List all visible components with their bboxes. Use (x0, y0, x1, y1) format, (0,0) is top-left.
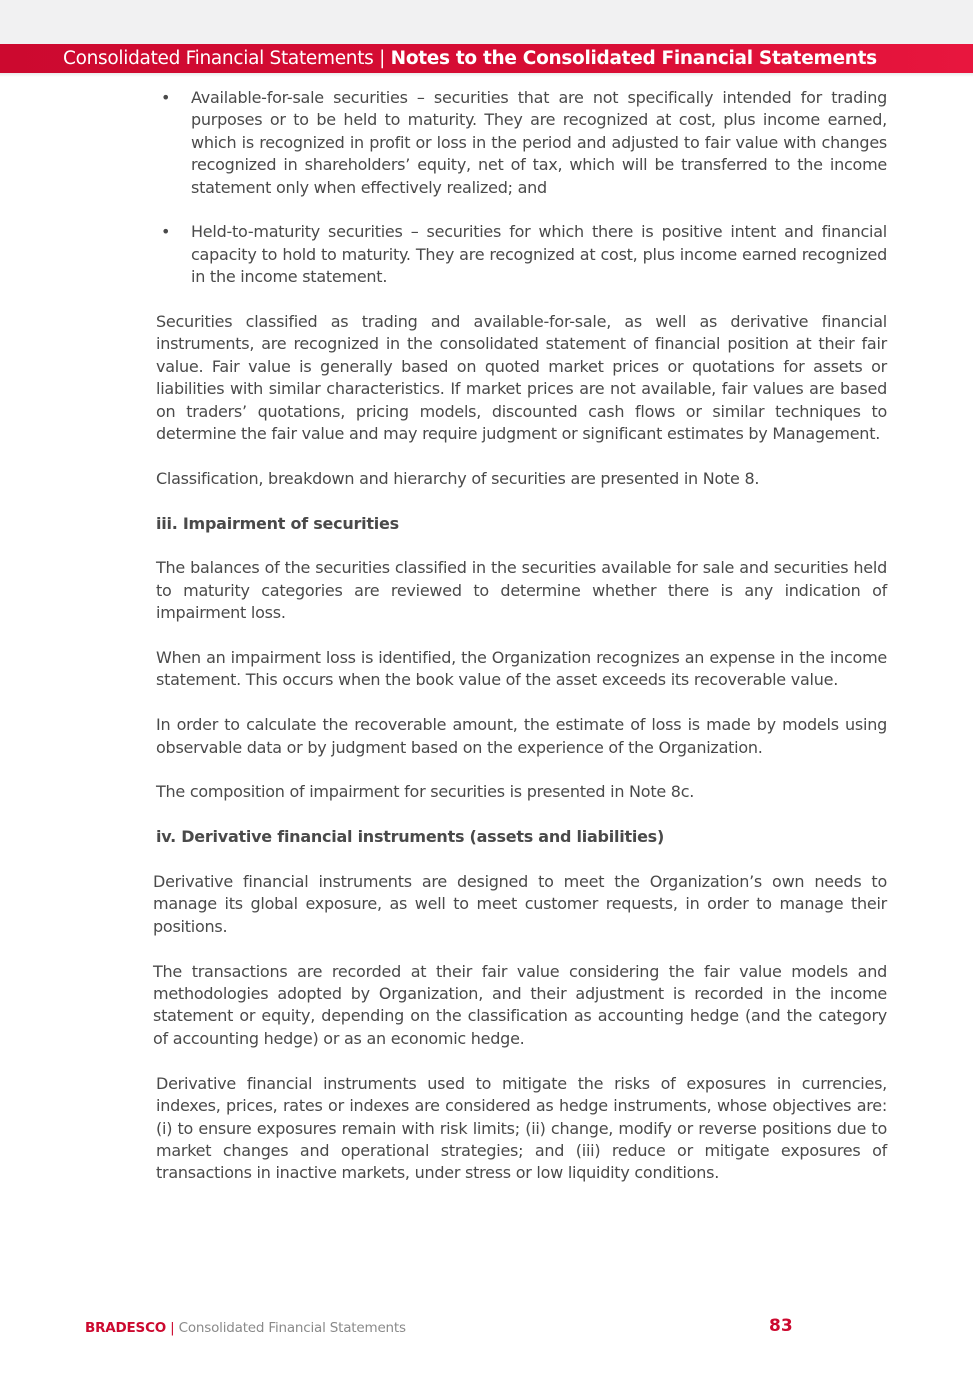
header-subsection: Notes to the Consolidated Financial Statements (390, 48, 877, 69)
header-band (0, 44, 973, 73)
list-item-text: Available-for-sale securities – securities that are not specifically intended for trading purposes or to be held to maturity. They are recognized at cost, plus income earned, which is recognized in profit or loss in the period and adjusted to fair value with changes recognized in shareholders’ equity, net of tax, which will be transferred to the income statement only when effectively realized; and (191, 88, 887, 197)
footer-document-title: Consolidated Financial Statements (178, 1320, 406, 1336)
list-item-text: Held-to-maturity securities – securities for which there is positive intent and financial capacity to hold to maturity. They are recognized at cost, plus income earned recognized in the income statement. (191, 222, 887, 287)
footer-separator: | (170, 1320, 175, 1336)
bullet-list (156, 87, 887, 289)
page-number: 83 (769, 1316, 793, 1336)
header-title (63, 44, 877, 73)
derivatives-heading: iv. Derivative financial instruments (assets and liabilities) (156, 827, 665, 847)
fair-value-paragraph: Securities classified as trading and available-for-sale, as well as derivative financial instruments, are recognized in the consolidated statement of financial position at their fair value. Fair value is generally based on quoted market prices or quotations for assets or liabilities with similar characteristics. If market prices are not available, fair values are based on traders’ quotations, pricing models, discounted cash flows or similar techniques to determine the fair value and may require judgment or significant estimates by Management. (156, 312, 887, 444)
header-separator: | (379, 48, 386, 69)
derivatives-paragraph-2: The transactions are recorded at their fair value considering the fair value models and methodologies adopted by Organization, and their adjustment is recorded in the income statement or equity, depending on the classification as accounting hedge (and the category of accounting hedge) or as an economic hedge. (153, 961, 887, 1048)
impairment-paragraph-3: In order to calculate the recoverable amount, the estimate of loss is made by models using observable data or by judgment based on the experience of the Organization. (156, 715, 887, 757)
impairment-heading: iii. Impairment of securities (156, 513, 399, 533)
bullet-icon: • (161, 222, 171, 242)
footer-brand: BRADESCO (85, 1320, 167, 1336)
impairment-paragraph-2: When an impairment loss is identified, the Organization recognizes an expense in the income statement. This occurs when the book value of the asset exceeds its recoverable value. (156, 648, 887, 690)
bullet-icon: • (161, 88, 171, 107)
header-section: Consolidated Financial Statements (63, 48, 374, 69)
classification-paragraph: Classification, breakdown and hierarchy of securities are presented in Note 8. (156, 468, 760, 488)
header-shadow (0, 73, 973, 77)
derivatives-paragraph-3: Derivative financial instruments used to mitigate the risks of exposures in currencies, indexes, prices, rates or indexes are considered as hedge instruments, whose objectives are: (i) to ensure exposures remain with risk limits; (ii) change, modify or reverse positions due to market changes and operational strategies; and (iii) reduce or mitigate exposures of transactions in inactive markets, under stress or low liquidity conditions. (156, 1073, 887, 1183)
page-body (153, 87, 887, 1207)
impairment-paragraph-4: The composition of impairment for securities is presented in Note 8c. (156, 782, 695, 802)
top-margin (0, 0, 973, 44)
derivatives-paragraph-1: Derivative financial instruments are designed to meet the Organization’s own needs to manage its global exposure, as well to meet customer requests, in order to manage their positions. (153, 872, 887, 936)
impairment-paragraph-1: The balances of the securities classified in the securities available for sale and securities held to maturity categories are reviewed to determine whether there is any indication of impairment loss. (156, 558, 887, 623)
footer (85, 1318, 406, 1338)
list-item (156, 221, 887, 288)
list-item (156, 87, 887, 199)
